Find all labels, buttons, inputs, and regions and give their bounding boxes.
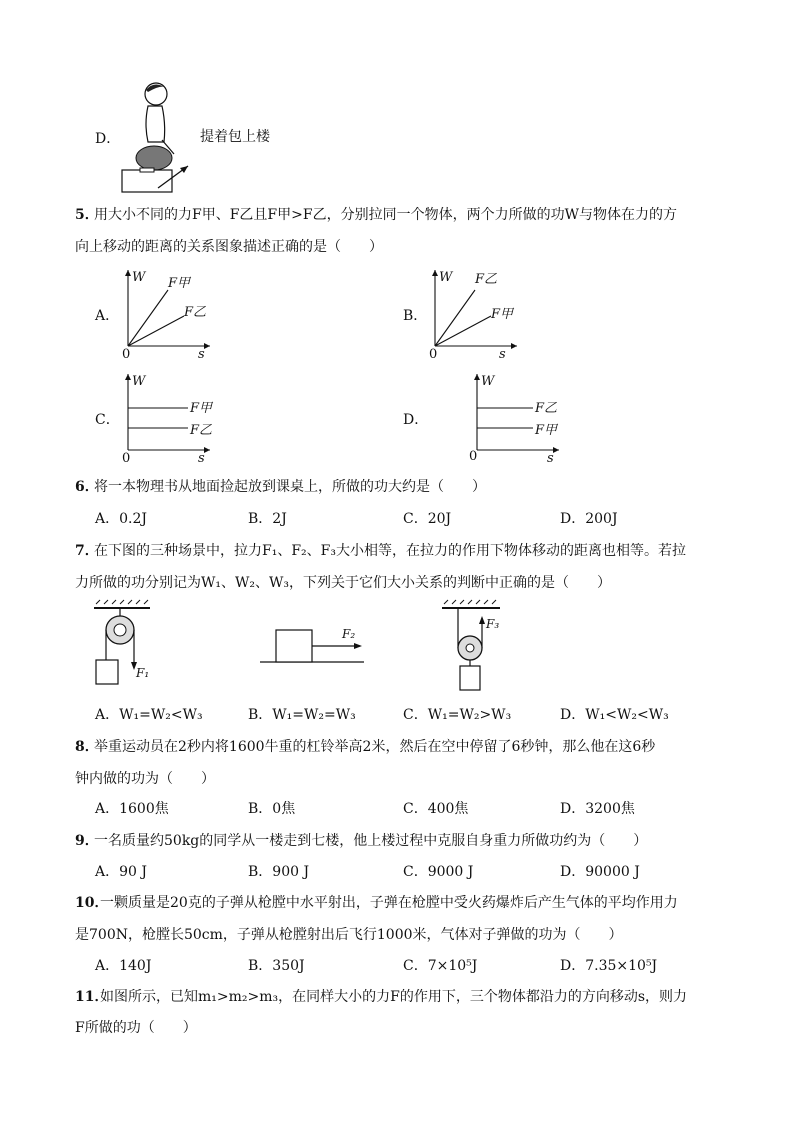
q11-stem-line1: 如图所示，已知m₁>m₂>m₃，在同样大小的力F的作用下，三个物体都沿力的方向移动s，则力 <box>100 989 688 1005</box>
q8-stem-line1: 举重运动员在2秒内将1600牛重的杠铃举高2米，然后在空中停留了6秒钟，那么他在这6秒 <box>94 739 656 755</box>
q5-graph-b <box>425 266 525 364</box>
q5c-axis-w: W <box>132 374 146 389</box>
q6-stem: 将一本物理书从地面捡起放到课桌上，所做的功大约是（ ） <box>94 479 486 495</box>
q5a-bottom-label: F乙 <box>184 305 207 320</box>
q5d-axis-s: s <box>547 451 554 466</box>
q5b-top-label: F乙 <box>475 272 498 287</box>
q9-option-c: C．9000 J <box>403 864 474 880</box>
q5-option-d-label: D． <box>403 412 429 428</box>
q7-number: 7． <box>75 543 99 559</box>
q5c-top-label: F甲 <box>190 401 213 416</box>
q6-option-c: C．20J <box>403 511 452 527</box>
q7-f3-label: F₃ <box>486 617 500 631</box>
q6-number: 6． <box>75 479 99 495</box>
q7-option-c: C．W₁=W₂>W₃ <box>403 707 512 723</box>
q5-stem-line2: 向上移动的距离的关系图象描述正确的是（ ） <box>75 239 383 255</box>
q7-stem-line2: 力所做的功分别记为W₁、W₂、W₃，下列关于它们大小关系的判断中正确的是（ ） <box>75 575 612 591</box>
q5a-axis-w: W <box>132 270 146 285</box>
q11-stem-line2: F所做的功（ ） <box>75 1020 197 1036</box>
q5c-origin: 0 <box>122 451 131 466</box>
q7-stem-line1: 在下图的三种场景中，拉力F₁、F₂、F₃大小相等，在拉力的作用下物体移动的距离也相等。若拉 <box>94 543 686 559</box>
q6-option-a: A．0.2J <box>95 511 147 527</box>
q4-option-d-label: D． <box>95 131 121 147</box>
q10-option-a: A．140J <box>95 958 152 974</box>
q5c-bottom-label: F乙 <box>190 423 213 438</box>
q5d-origin: 0 <box>469 449 478 464</box>
q9-stem: 一名质量约50kg的同学从一楼走到七楼，他上楼过程中克服自身重力所做功约为（ ） <box>94 833 648 849</box>
q5a-origin: 0 <box>122 347 131 362</box>
q10-number: 10． <box>75 895 109 911</box>
q11-number: 11． <box>75 989 109 1005</box>
q7-option-a: A．W₁=W₂<W₃ <box>95 707 203 723</box>
q5b-bottom-label: F甲 <box>491 307 514 322</box>
q5-number: 5． <box>75 207 99 223</box>
fixed-pulley-diagram <box>90 604 170 694</box>
q7-option-b: B．W₁=W₂=W₃ <box>248 707 356 723</box>
q7-option-d: D．W₁<W₂<W₃ <box>560 707 669 723</box>
q10-option-d: D．7.35×10⁵J <box>560 958 658 974</box>
q5a-axis-s: s <box>198 347 205 362</box>
q5-graph-d <box>467 370 567 468</box>
q7-f2-label: F₂ <box>342 627 356 641</box>
q8-option-a: A．1600焦 <box>95 801 169 817</box>
movable-pulley-diagram <box>440 604 510 694</box>
q5b-origin: 0 <box>429 347 438 362</box>
q9-number: 9． <box>75 833 99 849</box>
q8-option-d: D．3200焦 <box>560 801 635 817</box>
q9-option-d: D．90000 J <box>560 864 640 880</box>
q5c-axis-s: s <box>198 451 205 466</box>
q10-option-b: B．350J <box>248 958 305 974</box>
q6-option-d: D．200J <box>560 511 618 527</box>
q5b-axis-s: s <box>499 347 506 362</box>
q5d-axis-w: W <box>481 374 495 389</box>
horizontal-pull-diagram <box>258 624 368 668</box>
person-carrying-bag-illustration <box>118 80 198 195</box>
q8-number: 8． <box>75 739 99 755</box>
q5-graph-a <box>118 266 218 364</box>
q7-f1-label: F₁ <box>136 666 150 680</box>
q10-stem-line1: 一颗质量是20克的子弹从枪膛中水平射出，子弹在枪膛中受火药爆炸后产生气体的平均作用力 <box>100 895 678 911</box>
q5-option-b-label: B． <box>403 308 428 324</box>
q5b-axis-w: W <box>439 270 453 285</box>
q5-option-a-label: A． <box>95 308 120 324</box>
q5-graph-c <box>118 370 218 468</box>
q10-option-c: C．7×10⁵J <box>403 958 478 974</box>
q8-stem-line2: 钟内做的功为（ ） <box>75 771 215 787</box>
q9-option-a: A．90 J <box>95 864 147 880</box>
q8-option-c: C．400焦 <box>403 801 469 817</box>
q5-stem-line1: 用大小不同的力F甲、F乙且F甲>F乙，分别拉同一个物体，两个力所做的功W与物体在力的方 <box>94 207 677 223</box>
q8-option-b: B．0焦 <box>248 801 296 817</box>
q4-option-d-text: 提着包上楼 <box>200 129 270 145</box>
q6-option-b: B．2J <box>248 511 287 527</box>
q5d-top-label: F乙 <box>535 401 558 416</box>
q5-option-c-label: C． <box>95 412 120 428</box>
q9-option-b: B．900 J <box>248 864 310 880</box>
q5d-bottom-label: F甲 <box>535 423 558 438</box>
q5a-top-label: F甲 <box>168 276 191 291</box>
q10-stem-line2: 是700N，枪膛长50cm，子弹从枪膛射出后飞行1000米，气体对子弹做的功为（ ） <box>75 927 623 943</box>
